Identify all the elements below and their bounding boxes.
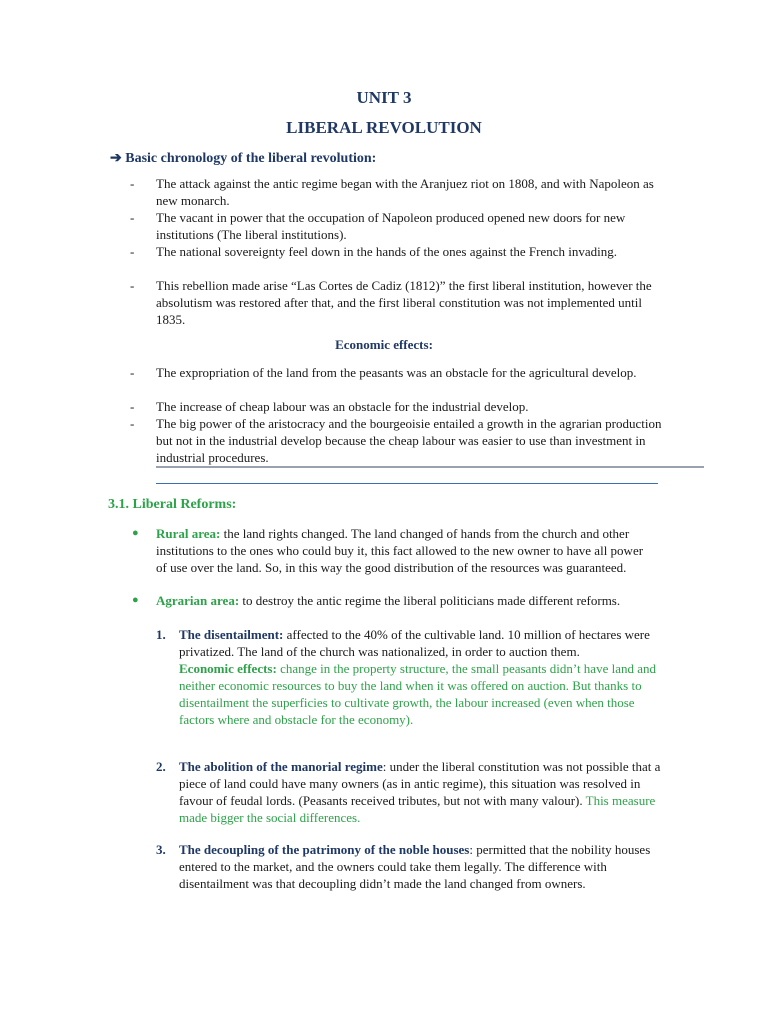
- list-item-text: The expropriation of the land from the peasants was an obstacle for the agricultural develop.: [156, 365, 637, 380]
- list-item: [130, 209, 670, 243]
- list-item-text: The vacant in power that the occupation of Napoleon produced opened new doors for new institutions (The liberal institutions).: [156, 210, 626, 242]
- list-item-text: This rebellion made arise “Las Cortes de Cadiz (1812)” the first liberal institution, however the absolutism was restored after that, and the first liberal constitution was not implemented until 1835.: [156, 278, 652, 327]
- list-item: [130, 175, 670, 209]
- rural-area-label: Rural area:: [156, 526, 221, 541]
- rural-area-text: the land rights changed. The land changed of hands from the church and other institutions to the ones who could buy it, this fact allowed to the new owner to have all power of use over the land. So, in this way the good distribution of the resources was guaranteed.: [156, 526, 644, 575]
- list-item-text: The national sovereignty feel down in the hands of the ones against the French invading.: [156, 244, 618, 259]
- list-item: [132, 525, 652, 576]
- list-item-text: The attack against the antic regime began with the Aranjuez riot on 1808, and with Napoleon as new monarch.: [156, 176, 654, 208]
- chronology-heading-text: Basic chronology of the liberal revolution:: [125, 151, 377, 166]
- unit-title: UNIT 3: [356, 88, 412, 107]
- dash-marker: -: [130, 244, 135, 259]
- reform-text: : permitted that the nobility houses entered to the market, and the owners could take them legally. The difference with disentailment was that decoupling didn’t made the land changed from owners.: [179, 842, 651, 891]
- dash-marker: -: [130, 278, 135, 293]
- list-number: 2.: [156, 759, 166, 774]
- list-item: [130, 277, 670, 328]
- dash-marker: -: [130, 176, 135, 191]
- list-number: 3.: [156, 842, 166, 857]
- list-item: [156, 841, 661, 892]
- list-item-text: The big power of the aristocracy and the bourgeoisie entailed a growth in the agrarian production but not in the industrial develop because the cheap labour was easier to use than investment in industrial procedures.: [156, 416, 662, 465]
- list-item: [132, 592, 652, 609]
- dash-marker: -: [130, 210, 135, 225]
- reform-conclusion: This measure made bigger the social differences.: [179, 793, 656, 825]
- reform-text: affected to the 40% of the cultivable land. 10 million of hectares were privatized. The land of the church was nationalized, in order to auction them.: [179, 627, 650, 659]
- reform-label: The disentailment:: [179, 627, 284, 642]
- reform-text: : under the liberal constitution was not possible that a piece of land could have many owners (as in antic regime), this situation was resolved in favour of feudal lords. (Peasants received tributes, but not with many valour).: [179, 759, 661, 808]
- reforms-heading: 3.1. Liberal Reforms:: [108, 497, 237, 512]
- economic-effects-heading: Economic effects:: [335, 337, 433, 352]
- list-number: 1.: [156, 627, 166, 642]
- dash-marker: -: [130, 416, 135, 431]
- page-title: LIBERAL REVOLUTION: [286, 118, 482, 137]
- section-divider-blue: [156, 483, 658, 484]
- agrarian-area-label: Agrarian area:: [156, 593, 240, 608]
- list-item: [156, 626, 661, 728]
- list-item: [130, 415, 670, 466]
- dash-marker: -: [130, 399, 135, 414]
- bullet-icon: ●: [132, 527, 139, 539]
- economic-effects-text: change in the property structure, the small peasants didn’t have land and neither economic resources to buy the land when it was offered on auction. But thanks to disentailment the superficies to cultivate growth, the labour increased (even when those factors where and obstacle for the economy).: [179, 661, 656, 727]
- economic-effects-label: Economic effects:: [179, 661, 277, 676]
- section-divider-gray: [156, 466, 704, 468]
- reform-label: The abolition of the manorial regime: [179, 759, 383, 774]
- agrarian-area-text: to destroy the antic regime the liberal politicians made different reforms.: [239, 593, 621, 608]
- chronology-heading: [110, 150, 376, 167]
- reform-label: The decoupling of the patrimony of the noble houses: [179, 842, 470, 857]
- list-item: [130, 364, 670, 381]
- bullet-icon: ●: [132, 594, 139, 606]
- arrow-right-icon: ➔: [110, 151, 122, 166]
- list-item-text: The increase of cheap labour was an obstacle for the industrial develop.: [156, 399, 529, 414]
- list-item: [130, 243, 670, 260]
- list-item: [156, 758, 661, 826]
- dash-marker: -: [130, 365, 135, 380]
- list-item: [130, 398, 670, 415]
